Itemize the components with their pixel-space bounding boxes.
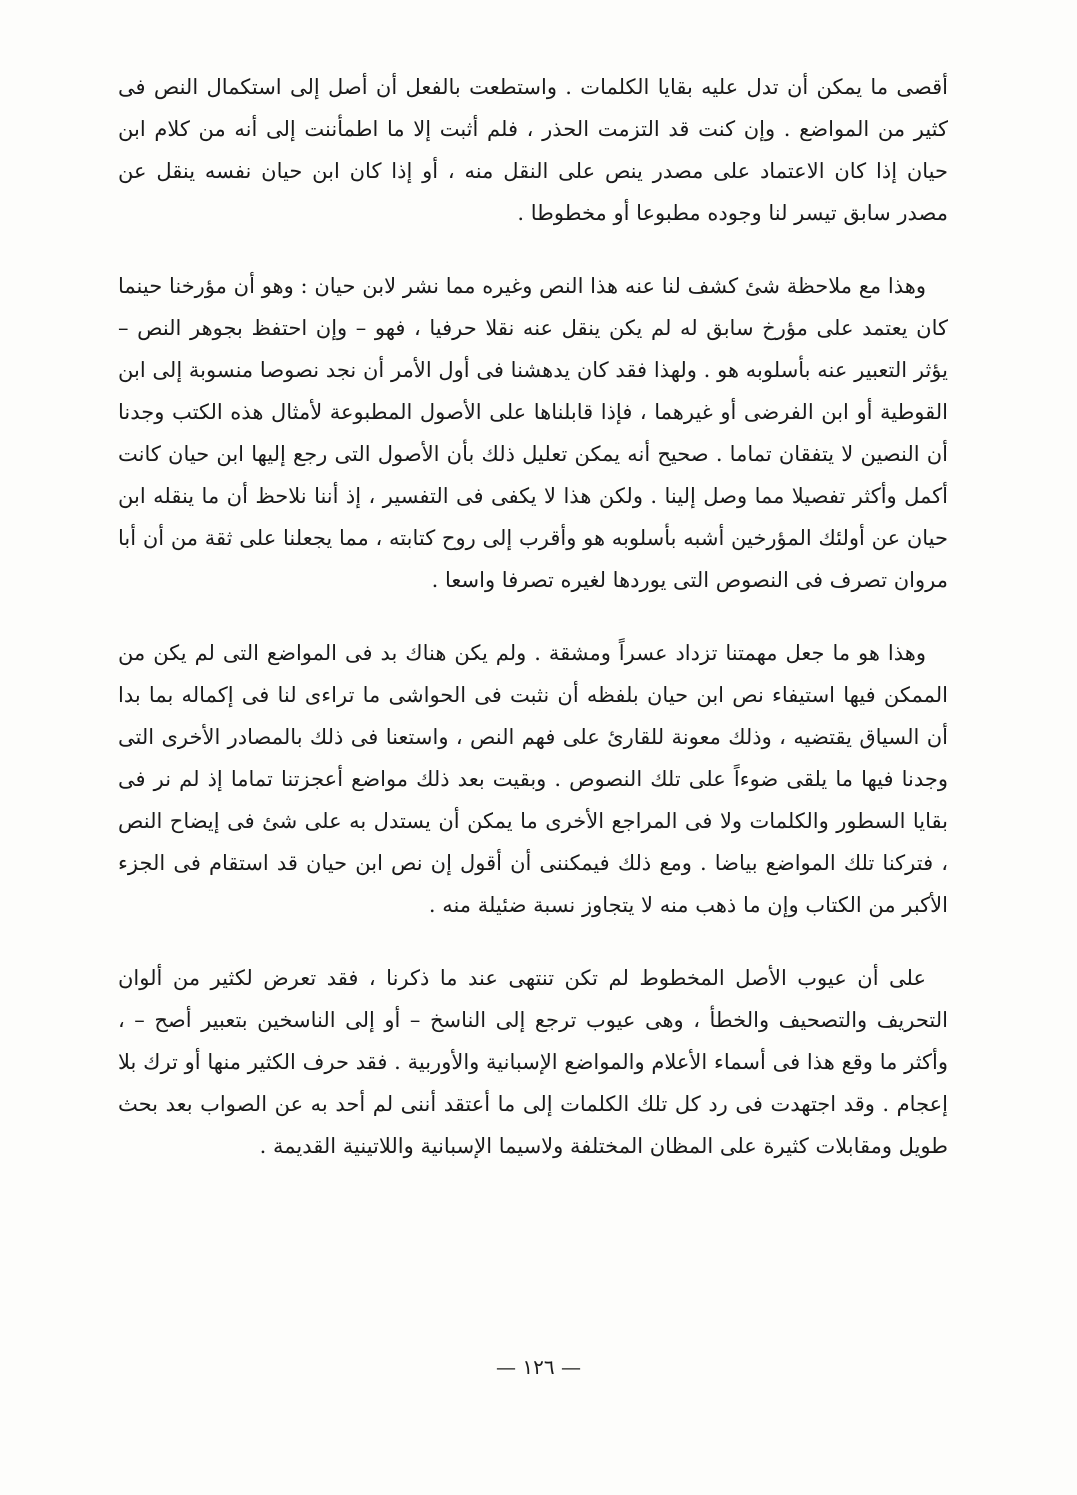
page-number: — ١٢٦ — bbox=[496, 1355, 581, 1379]
body-text bbox=[118, 66, 948, 1167]
paragraph-3: وهذا هو ما جعل مهمتنا تزداد عسراً ومشقة . ولم يكن هناك بد فى المواضع التى لم يكن من الممكن فيها استيفاء نص ابن حيان بلفظه أن نثبت فى الحواشى ما تراءى لنا فى إكماله بما بدا أن السياق يقتضيه ، وذلك معونة للقارئ على فهم النص ، واستعنا فى ذلك بالمصادر الأخرى التى وجدنا فيها ما يلقى ضوءاً على تلك النصوص . وبقيت بعد ذلك مواضع أعجزتنا تماما إذ لم نر فى بقايا السطور والكلمات ولا فى المراجع الأخرى ما يمكن أن يستدل به على شئ فى إيضاح النص ، فتركنا تلك المواضع بياضا . ومع ذلك فيمكننى أن أقول إن نص ابن حيان قد استقام فى الجزء الأكبر من الكتاب وإن ما ذهب منه لا يتجاوز نسبة ضئيلة منه . bbox=[118, 641, 948, 917]
paragraph-2: وهذا مع ملاحظة شئ كشف لنا عنه هذا النص وغيره مما نشر لابن حيان : وهو أن مؤرخنا حينما كان يعتمد على مؤرخ سابق له لم يكن ينقل عنه نقلا حرفيا ، فهو – وإن احتفظ بجوهر النص – يؤثر التعبير عنه بأسلوبه هو . ولهذا فقد كان يدهشنا فى أول الأمر أن نجد نصوصا منسوبة إلى ابن القوطية أو ابن الفرضى أو غيرهما ، فإذا قابلناها على الأصول المطبوعة لأمثال هذه الكتب وجدنا أن النصين لا يتفقان تماما . صحيح أنه يمكن تعليل ذلك بأن الأصول التى رجع إليها ابن حيان كانت أكمل وأكثر تفصيلا مما وصل إلينا . ولكن هذا لا يكفى فى التفسير ، إذ أننا نلاحظ أن ما ينقله ابن حيان عن أولئك المؤرخين أشبه بأسلوبه هو وأقرب إلى روح كتابته ، مما يجعلنا على ثقة من أن أبا مروان تصرف فى النصوص التى يوردها لغيره تصرفا واسعا . bbox=[118, 274, 949, 592]
paragraph-4: على أن عيوب الأصل المخطوط لم تكن تنتهى عند ما ذكرنا ، فقد تعرض لكثير من ألوان التحريف والتصحيف والخطأ ، وهى عيوب ترجع إلى الناسخ – أو إلى الناسخين بتعبير أصح – ، وأكثر ما وقع هذا فى أسماء الأعلام والمواضع الإسبانية والأوربية . فقد حرف الكثير منها أو ترك بلا إعجام . وقد اجتهدت فى رد كل تلك الكلمات إلى ما أعتقد أننى لم أحد به عن الصواب بعد بحث طويل ومقابلات كثيرة على المظان المختلفة ولاسيما الإسبانية واللاتينية القديمة . bbox=[118, 966, 948, 1158]
paragraph-1: أقصى ما يمكن أن تدل عليه بقايا الكلمات . واستطعت بالفعل أن أصل إلى استكمال النص فى كثير من المواضع . وإن كنت قد التزمت الحذر ، فلم أثبت إلا ما اطمأننت إلى أنه من كلام ابن حيان إذا كان الاعتماد على مصدر ينص على النقل منه ، أو إذا كان ابن حيان نفسه ينقل عن مصدر سابق تيسر لنا وجوده مطبوعا أو مخطوطا . bbox=[118, 75, 948, 225]
